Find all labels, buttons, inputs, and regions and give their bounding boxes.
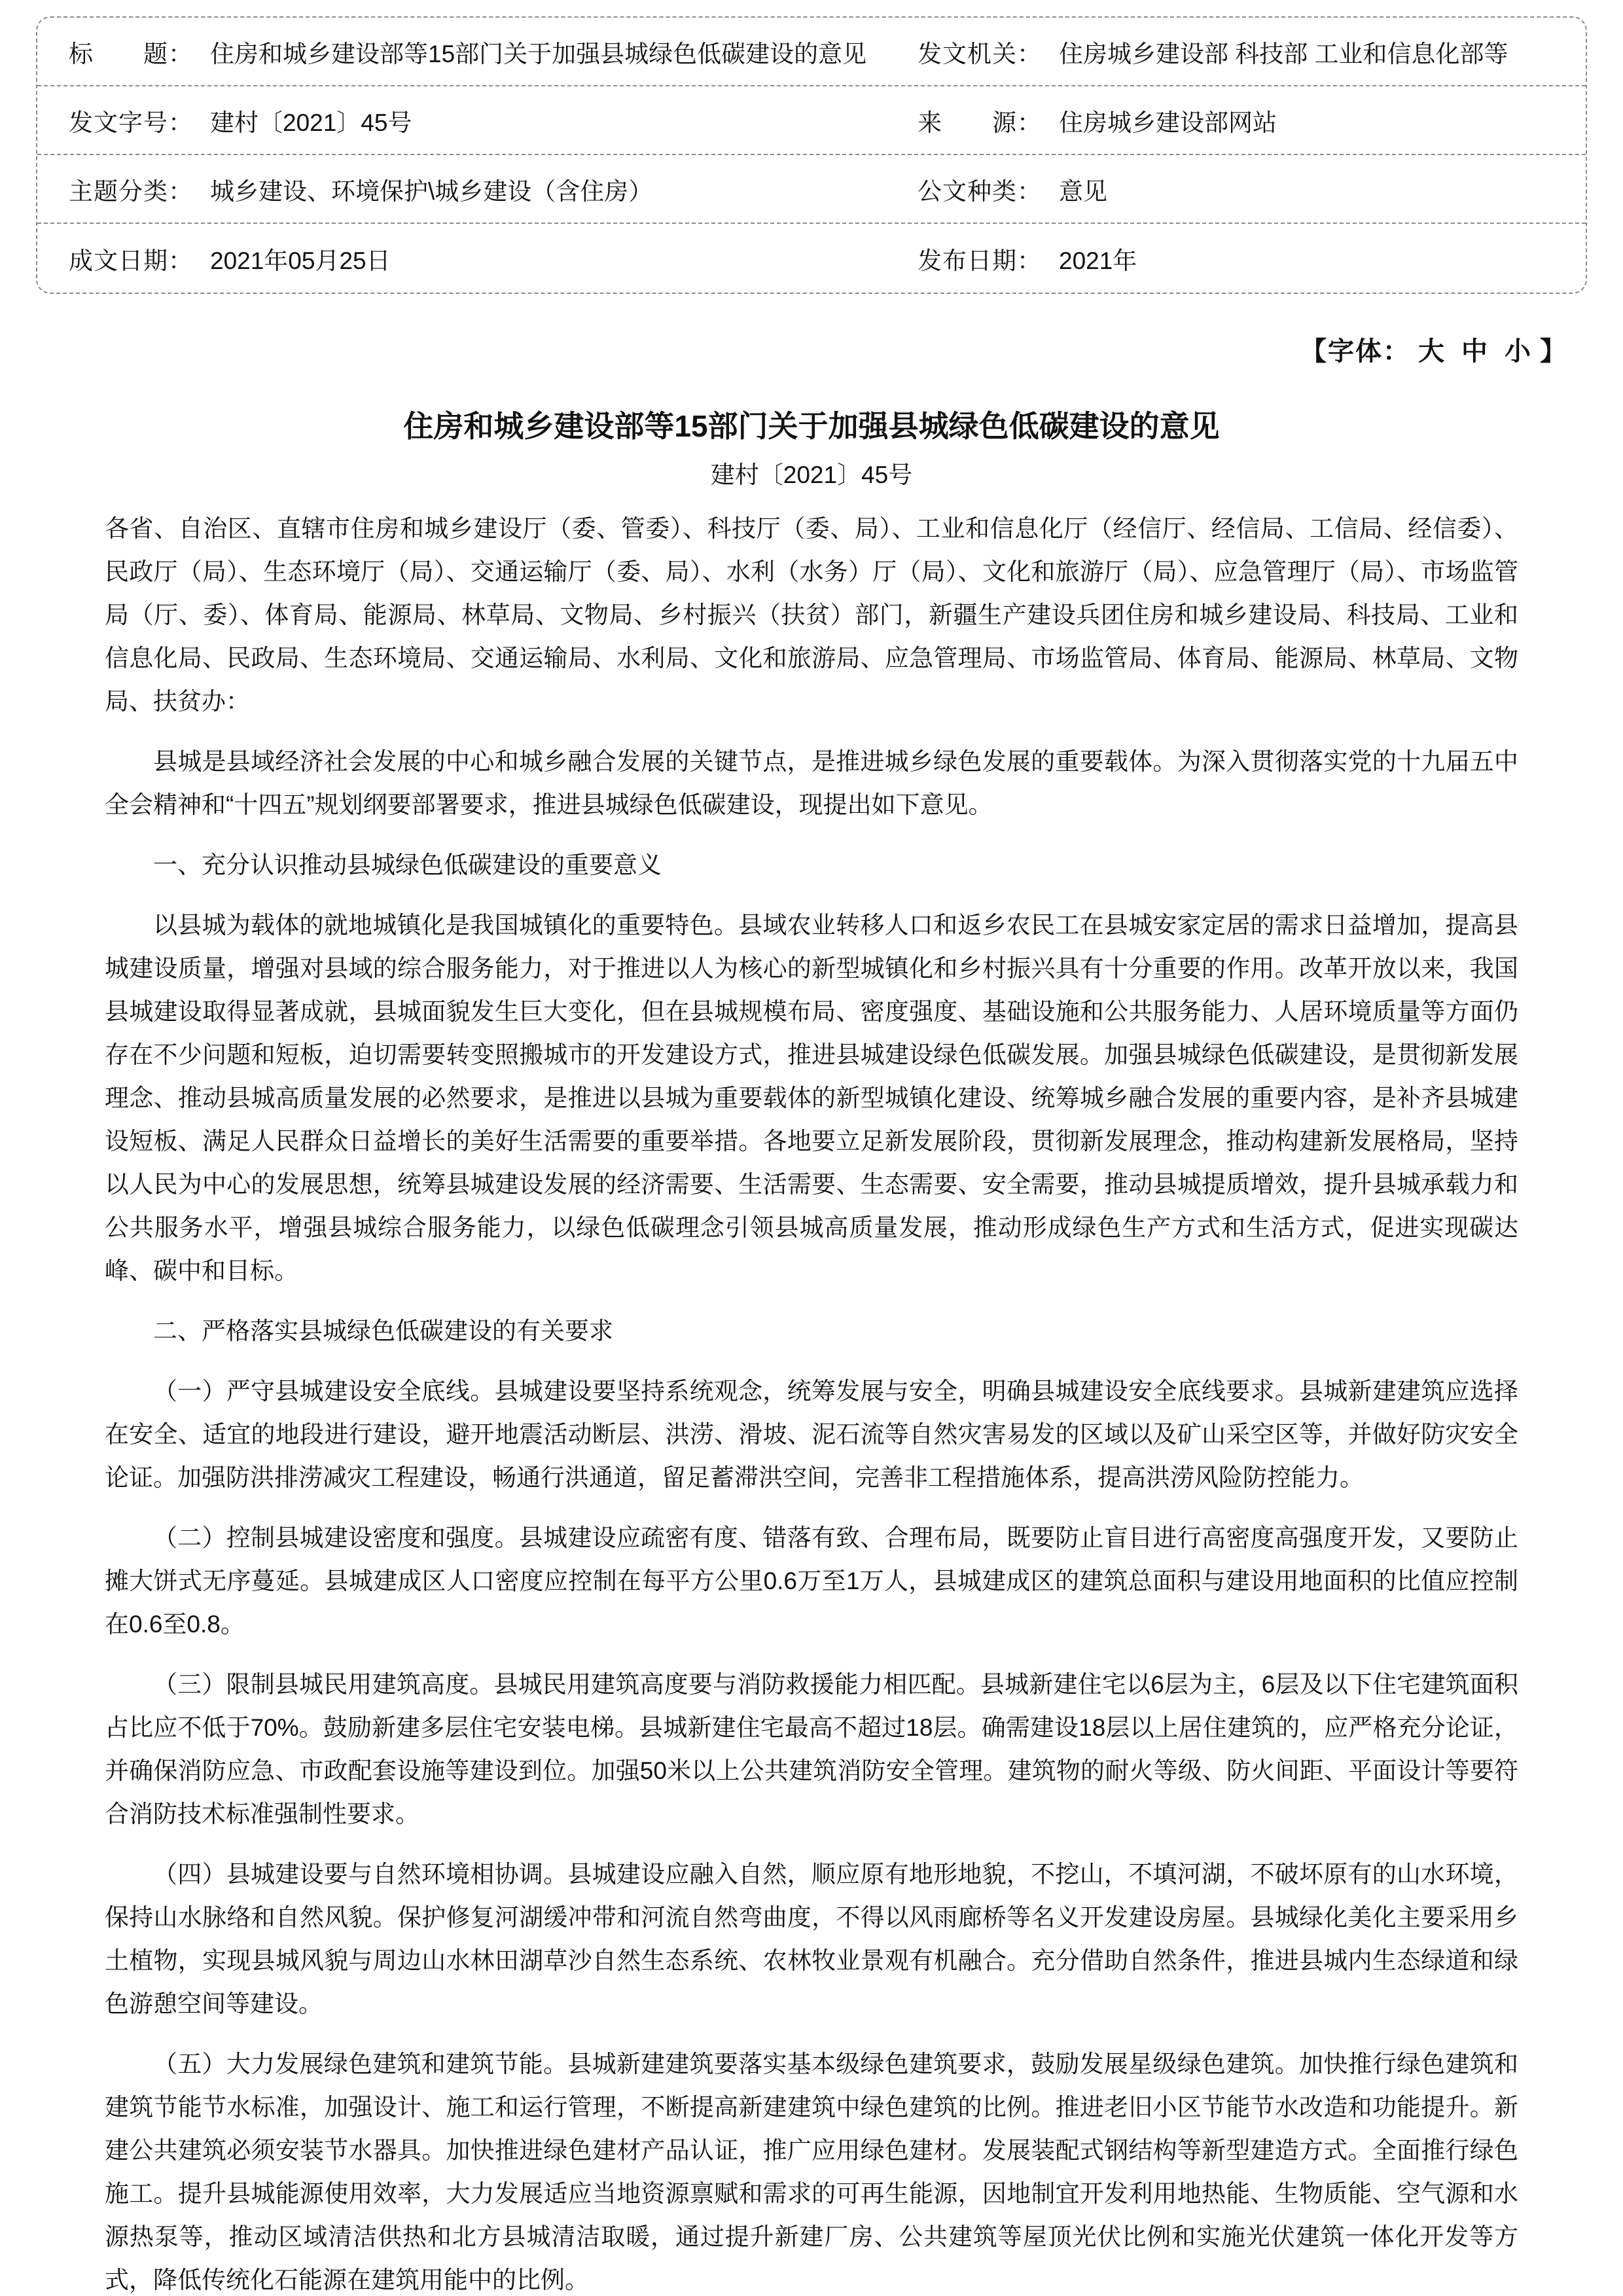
item-1-paragraph: （一）严守县城建设安全底线。县城建设要坚持系统观念，统筹发展与安全，明确县城建设安全底线要求。县城新建建筑应选择在安全、适宜的地段进行建设，避开地震活动断层、洪涝、滑坡、泥石流等自然灾害易发的区域以及矿山采空区等，并做好防灾安全论证。加强防洪排涝减灾工程建设，畅通行洪通道，留足蓄滞洪空间，完善非工程措施体系，提高洪涝风险防控能力。 (105, 1378, 1518, 1491)
meta-value-category: 城乡建设、环境保护\城乡建设（含住房） (210, 177, 653, 205)
meta-label-category: 主题分类： (69, 177, 193, 205)
font-size-small-link[interactable]: 小 (1505, 337, 1532, 366)
meta-cell-signed-date (37, 241, 918, 276)
meta-row-category-doctype (37, 155, 1586, 224)
meta-label-source: 来 源： (918, 109, 1042, 136)
meta-cell-title (37, 34, 918, 69)
intro-paragraph: 县城是县域经济社会发展的中心和城乡融合发展的关键节点，是推进城乡绿色发展的重要载体。为深入贯彻落实党的十九届五中全会精神和“十四五”规划纲要部署要求，推进县城绿色低碳建设，现提出如下意见。 (105, 748, 1518, 818)
item-3-paragraph: （三）限制县城民用建筑高度。县城民用建筑高度要与消防救援能力相匹配。县城新建住宅以6层为主，6层及以下住宅建筑面积占比应不低于70%。鼓励新建多层住宅安装电梯。县城新建住宅最高不超过18层。确需建设18层以上居住建筑的，应严格充分论证，并确保消防应急、市政配套设施等建设到位。加强50米以上公共建筑消防安全管理。建筑物的耐火等级、防火间距、平面设计等要符合消防技术标准强制性要求。 (105, 1671, 1518, 1827)
font-size-large-link[interactable]: 大 (1418, 337, 1446, 366)
meta-row-dates (37, 224, 1586, 293)
font-size-prefix: 【字体： (1300, 337, 1410, 366)
font-size-switcher (1300, 331, 1567, 368)
meta-row-title-issuer (37, 18, 1586, 86)
meta-cell-doc-type (918, 171, 1586, 207)
meta-cell-issuer (918, 34, 1586, 69)
meta-label-doc-type: 公文种类： (918, 177, 1042, 205)
section-2-heading: 二、严格落实县城绿色低碳建设的有关要求 (153, 1318, 613, 1344)
meta-value-issuer: 住房城乡建设部 科技部 工业和信息化部等 (1059, 40, 1508, 67)
meta-cell-source (918, 103, 1586, 138)
section-1-heading: 一、充分认识推动县城绿色低碳建设的重要意义 (153, 852, 662, 878)
section-1-paragraph: 以县城为载体的就地城镇化是我国城镇化的重要特色。县域农业转移人口和返乡农民工在县城安家定居的需求日益增加，提高县城建设质量，增强对县域的综合服务能力，对于推进以人为核心的新型城镇化和乡村振兴具有十分重要的作用。改革开放以来，我国县城建设取得显著成就，县城面貌发生巨大变化，但在县城规模布局、密度强度、基础设施和公共服务能力、人居环境质量等方面仍存在不少问题和短板，迫切需要转变照搬城市的开发建设方式，推进县城建设绿色低碳发展。加强县城绿色低碳建设，是贯彻新发展理念、推动县城高质量发展的必然要求，是推进以县城为重要载体的新型城镇化建设、统筹城乡融合发展的重要内容，是补齐县城建设短板、满足人民群众日益增长的美好生活需要的重要举措。各地要立足新发展阶段，贯彻新发展理念，推动构建新发展格局，坚持以人民为中心的发展思想，统筹县城建设发展的经济需要、生活需要、生态需要、安全需要，推动县城提质增效，提升县城承载力和公共服务水平，增强县城综合服务能力，以绿色低碳理念引领县城高质量发展，推动形成绿色生产方式和生活方式，促进实现碳达峰、碳中和目标。 (105, 912, 1518, 1284)
meta-label-doc-number: 发文字号： (69, 109, 193, 136)
meta-label-publish-date: 发布日期： (918, 247, 1042, 274)
item-4-paragraph: （四）县城建设要与自然环境相协调。县城建设应融入自然，顺应原有地形地貌，不挖山，不填河湖，不破坏原有的山水环境，保持山水脉络和自然风貌。保护修复河湖缓冲带和河流自然弯曲度，不得以风雨廊桥等名义开发建设房屋。县城绿化美化主要采用乡土植物，实现县城风貌与周边山水林田湖草沙自然生态系统、农林牧业景观有机融合。充分借助自然条件，推进县城内生态绿道和绿色游憩空间等建设。 (105, 1861, 1518, 2017)
meta-label-title: 标 题： (69, 40, 193, 67)
meta-cell-doc-number (37, 103, 918, 138)
meta-value-source: 住房城乡建设部网站 (1059, 109, 1277, 136)
font-size-medium-link[interactable]: 中 (1461, 337, 1489, 366)
meta-value-publish-date: 2021年 (1059, 247, 1137, 274)
meta-cell-category (37, 171, 918, 207)
page-title: 住房和城乡建设部等15部门关于加强县城绿色低碳建设的意见 (403, 409, 1220, 443)
document-body (105, 507, 1518, 2296)
meta-value-doc-type: 意见 (1059, 177, 1107, 205)
meta-value-title: 住房和城乡建设部等15部门关于加强县城绿色低碳建设的意见 (210, 40, 867, 67)
meta-label-signed-date: 成文日期： (69, 247, 193, 274)
item-5-paragraph: （五）大力发展绿色建筑和建筑节能。县城新建建筑要落实基本级绿色建筑要求，鼓励发展星级绿色建筑。加快推行绿色建筑和建筑节能节水标准，加强设计、施工和运行管理，不断提高新建建筑中绿色建筑的比例。推进老旧小区节能节水改造和功能提升。新建公共建筑必须安装节水器具。加快推进绿色建材产品认证，推广应用绿色建材。发展装配式钢结构等新型建造方式。全面推行绿色施工。提升县城能源使用效率，大力发展适应当地资源禀赋和需求的可再生能源，因地制宜开发利用地热能、生物质能、空气源和水源热泵等，推动区域清洁供热和北方县城清洁取暖，通过提升新建厂房、公共建筑等屋顶光伏比例和实施光伏建筑一体化开发等方式，降低传统化石能源在建筑用能中的比例。 (105, 2051, 1518, 2293)
addressees-paragraph: 各省、自治区、直辖市住房和城乡建设厅（委、管委）、科技厅（委、局）、工业和信息化厅（经信厅、经信局、工信局、经信委）、民政厅（局）、生态环境厅（局）、交通运输厅（委、局）、水利（水务）厅（局）、文化和旅游厅（局）、应急管理厅（局）、市场监管局（厅、委）、体育局、能源局、林草局、文物局、乡村振兴（扶贫）部门，新疆生产建设兵团住房和城乡建设局、科技局、工业和信息化局、民政局、生态环境局、交通运输局、水利局、文化和旅游局、应急管理局、市场监管局、体育局、能源局、林草局、文物局、扶贫办： (105, 515, 1518, 715)
document-metadata-table (36, 16, 1587, 294)
meta-cell-publish-date (918, 241, 1586, 276)
meta-label-issuer: 发文机关： (918, 40, 1042, 67)
font-size-suffix: 】 (1540, 337, 1567, 366)
meta-value-signed-date: 2021年05月25日 (210, 247, 391, 274)
meta-row-docnumber-source (37, 86, 1586, 155)
document-number: 建村〔2021〕45号 (710, 461, 913, 488)
meta-value-doc-number: 建村〔2021〕45号 (210, 109, 412, 136)
item-2-paragraph: （二）控制县城建设密度和强度。县城建设应疏密有度、错落有致、合理布局，既要防止盲目进行高密度高强度开发，又要防止摊大饼式无序蔓延。县城建成区人口密度应控制在每平方公里0.6万至1万人，县城建成区的建筑总面积与建设用地面积的比值应控制在0.6至0.8。 (105, 1524, 1518, 1638)
